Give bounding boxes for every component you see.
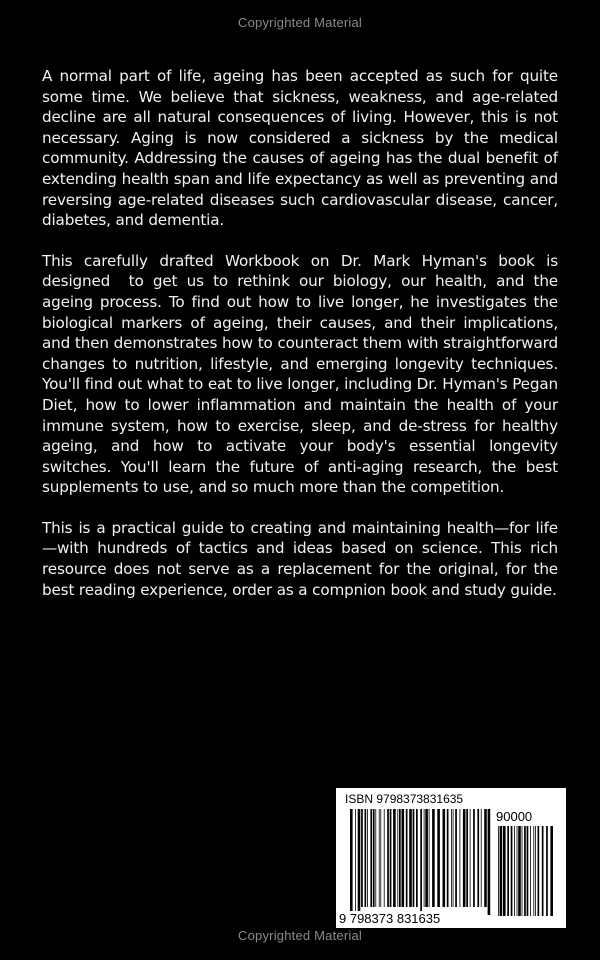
barcode-bar <box>546 826 548 916</box>
barcode-bar <box>518 826 521 916</box>
barcode-bar <box>413 809 415 907</box>
barcode-bar <box>424 809 425 907</box>
barcode-bar <box>550 826 553 916</box>
blurb-paragraph-2: This carefully drafted Workbook on Dr. Mark Hyman's book is designed to get us to rethink our biology, our health, and the ageing process. To find out how to live longer, he investigates the biological markers of ageing, their causes, and their implications, and then demonstrates how to counteract them with straightforward changes to nutrition, lifestyle, and emerging longevity techniques. You'll find out what to eat to live longer, including Dr. Hyman's Pegan Diet, how to lower inflammation and maintain the health of your immune system, how to exercise, sleep, and de-stress for healthy ageing, and how to activate your body's essential longevity switches. You'll learn the future of anti-aging research, the best supplements to use, and so much more than the competition. <box>42 251 563 497</box>
barcode-bar <box>530 826 531 916</box>
barcode-bar <box>432 809 435 907</box>
barcode-bar <box>361 809 363 907</box>
barcode-bar <box>384 809 385 907</box>
barcode-bar <box>399 809 401 907</box>
barcode-bar <box>538 826 540 916</box>
barcode-bar <box>453 809 454 907</box>
barcode-bar <box>463 809 466 907</box>
barcode-bar <box>507 826 509 916</box>
addon-barcode-bars <box>498 826 554 916</box>
barcode-bar <box>420 809 422 915</box>
price-code: 90000 <box>496 809 533 824</box>
barcode-bar <box>527 826 529 916</box>
barcode-bar <box>402 809 405 907</box>
barcode-bar <box>535 826 536 916</box>
barcode-bar <box>370 809 372 907</box>
barcode-bar <box>367 809 368 907</box>
barcode-bar <box>473 809 475 907</box>
barcode-bar <box>466 809 468 907</box>
barcode-bar <box>437 809 440 907</box>
barcode-bar <box>365 809 367 907</box>
back-cover-blurb <box>42 66 563 620</box>
barcode-bar <box>470 809 471 907</box>
barcode-bar <box>375 809 376 907</box>
barcode-bar <box>355 809 356 915</box>
barcode-bar <box>503 826 506 916</box>
isbn-label: ISBN 9798373831635 <box>345 792 464 806</box>
barcode-bars <box>350 809 492 915</box>
barcode-bar <box>406 809 408 907</box>
barcode-bar <box>542 826 544 916</box>
barcode-bar <box>517 826 518 916</box>
barcode-bar <box>358 809 361 915</box>
barcode-bar <box>416 809 418 907</box>
barcode-bar <box>380 809 381 907</box>
barcode-bar <box>425 809 428 907</box>
barcode-bar <box>379 809 380 907</box>
isbn-barcode-block <box>336 788 566 928</box>
barcode-bar <box>393 809 396 907</box>
blurb-paragraph-3: This is a practical guide to creating and maintaining health—for life—with hundreds of tactics and ideas based on science. This rich resource does not serve as a replacement for the original, for the best reading experience, order as a compnion book and study guide. <box>42 518 563 599</box>
barcode-bar <box>397 809 398 907</box>
barcode-bar <box>511 826 513 916</box>
barcode-bar <box>524 826 526 916</box>
barcode-bar <box>350 809 353 915</box>
barcode-bar <box>477 809 479 907</box>
blurb-paragraph-1: A normal part of life, ageing has been accepted as such for quite some time. We believe that sickness, weakness, and age-related decline are all natural consequences of living. However, this is not necessary. Aging is now considered a sickness by the medical community. Addressing the causes of ageing has the dual benefit of extending health span and life expectancy as well as preventing and reversing age-related diseases such cardiovascular disease, cancer, diabetes, and dementia. <box>42 67 563 230</box>
copyright-watermark-top: Copyrighted Material <box>238 15 362 30</box>
barcode-bar <box>514 826 515 916</box>
barcode-bar <box>481 809 482 907</box>
barcode-bar <box>460 809 461 907</box>
barcode-bar <box>409 809 412 907</box>
barcode-bar <box>443 809 446 907</box>
barcode-digits: 9 798373 831635 <box>339 911 441 926</box>
barcode-bar <box>451 809 452 907</box>
copyright-watermark-bottom: Copyrighted Material <box>238 928 362 943</box>
barcode-bar <box>429 809 430 907</box>
barcode-bar <box>447 809 449 907</box>
barcode-bar <box>533 826 534 916</box>
barcode-bar <box>387 809 389 907</box>
barcode-bar <box>522 826 523 916</box>
barcode-bar <box>373 809 375 907</box>
barcode-bar <box>455 809 457 907</box>
barcode-bar <box>498 826 499 916</box>
barcode-bar <box>390 809 392 907</box>
barcode-bar <box>488 809 491 915</box>
barcode-bar <box>484 809 487 907</box>
barcode-bar <box>500 826 503 916</box>
